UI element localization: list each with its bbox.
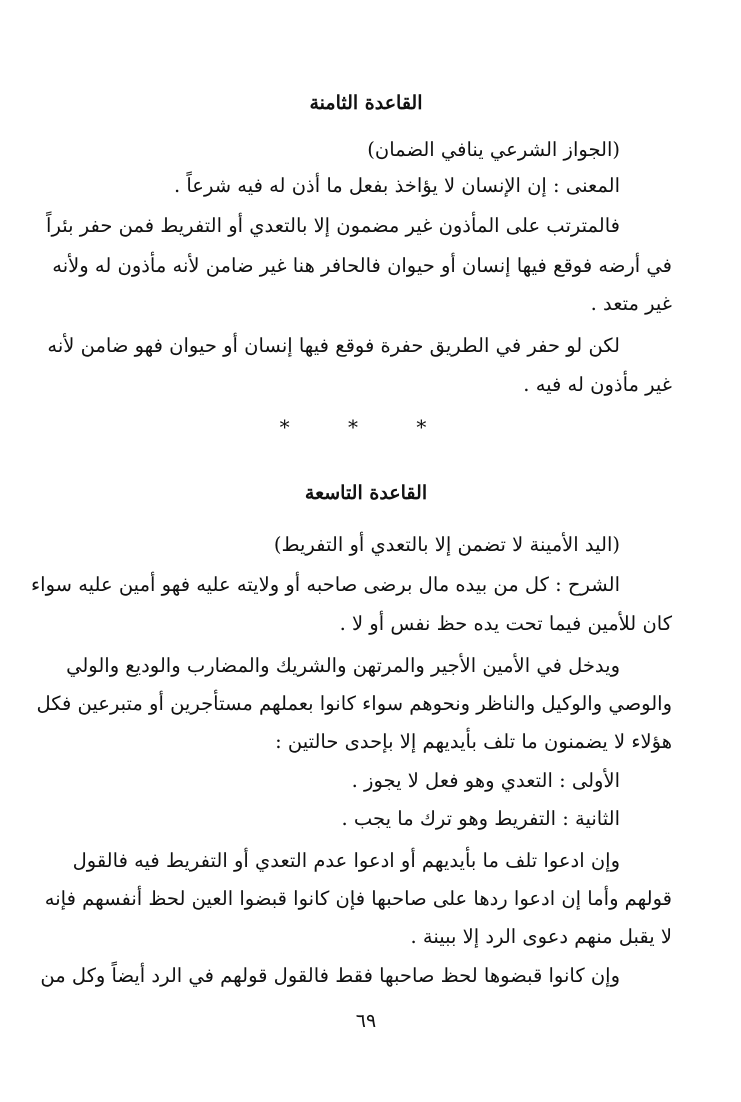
rule9-paragraph2-line3: هؤلاء لا يضمنون ما تلف بأيديهم إلا بإحدى حالتين :	[275, 730, 672, 753]
rule9-paragraph1-line2: كان للأمين فيما تحت يده حظ نفس أو لا .	[339, 612, 672, 635]
rule8-paragraph1-line3: غير متعد .	[590, 292, 672, 315]
rule9-statement: (اليد الأمينة لا تضمن إلا بالتعدي أو التفريط)	[273, 533, 620, 556]
rule8-paragraph2-line2: غير مأذون له فيه .	[523, 373, 672, 396]
rule9-paragraph2-line2: والوصي والوكيل والناظر ونحوهم سواء كانوا بعملهم مستأجرين أو متبرعين فكل	[36, 692, 672, 715]
rule8-paragraph1-line1: فالمترتب على المأذون غير مضمون إلا بالتعدي أو التفريط فمن حفر بئراً	[46, 214, 620, 237]
rule9-case1: الأولى : التعدي وهو فعل لا يجوز .	[351, 769, 620, 792]
rule9-paragraph2-line1: ويدخل في الأمين الأجير والمرتهن والشريك والمضارب والوديع والولي	[66, 654, 620, 677]
rule9-case2: الثانية : التفريط وهو ترك ما يجب .	[341, 807, 620, 830]
page-number: ٦٩	[355, 1010, 377, 1032]
section-separator-stars: * * *	[279, 415, 453, 439]
rule8-statement: (الجواز الشرعي ينافي الضمان)	[367, 138, 620, 161]
rule9-paragraph4-line1: وإن كانوا قبضوها لحظ صاحبها فقط فالقول قولهم في الرد أيضاً وكل من	[40, 964, 620, 987]
rule9-paragraph1-line1: الشرح : كل من بيده مال برضى صاحبه أو ولايته عليه فهو أمين عليه سواء	[31, 573, 620, 596]
rule9-title: القاعدة التاسعة	[304, 482, 428, 504]
rule9-paragraph3-line3: لا يقبل منهم دعوى الرد إلا ببينة .	[410, 925, 672, 948]
rule8-title: القاعدة الثامنة	[309, 92, 423, 114]
rule9-paragraph3-line1: وإن ادعوا تلف ما بأيديهم أو ادعوا عدم التعدي أو التفريط فيه فالقول	[72, 849, 620, 872]
rule8-paragraph1-line2: في أرضه فوقع فيها إنسان أو حيوان فالحافر هنا غير ضامن لأنه مأذون له ولأنه	[52, 254, 672, 277]
rule8-paragraph2-line1: لكن لو حفر في الطريق حفرة فوقع فيها إنسان أو حيوان فهو ضامن لأنه	[47, 334, 620, 357]
rule8-meaning: المعنى : إن الإنسان لا يؤاخذ بفعل ما أذن له فيه شرعاً .	[173, 174, 620, 197]
book-page	[31, 0, 672, 1102]
rule9-paragraph3-line2: قولهم وأما إن ادعوا ردها على صاحبها فإن كانوا قبضوا العين لحظ أنفسهم فإنه	[44, 887, 672, 910]
